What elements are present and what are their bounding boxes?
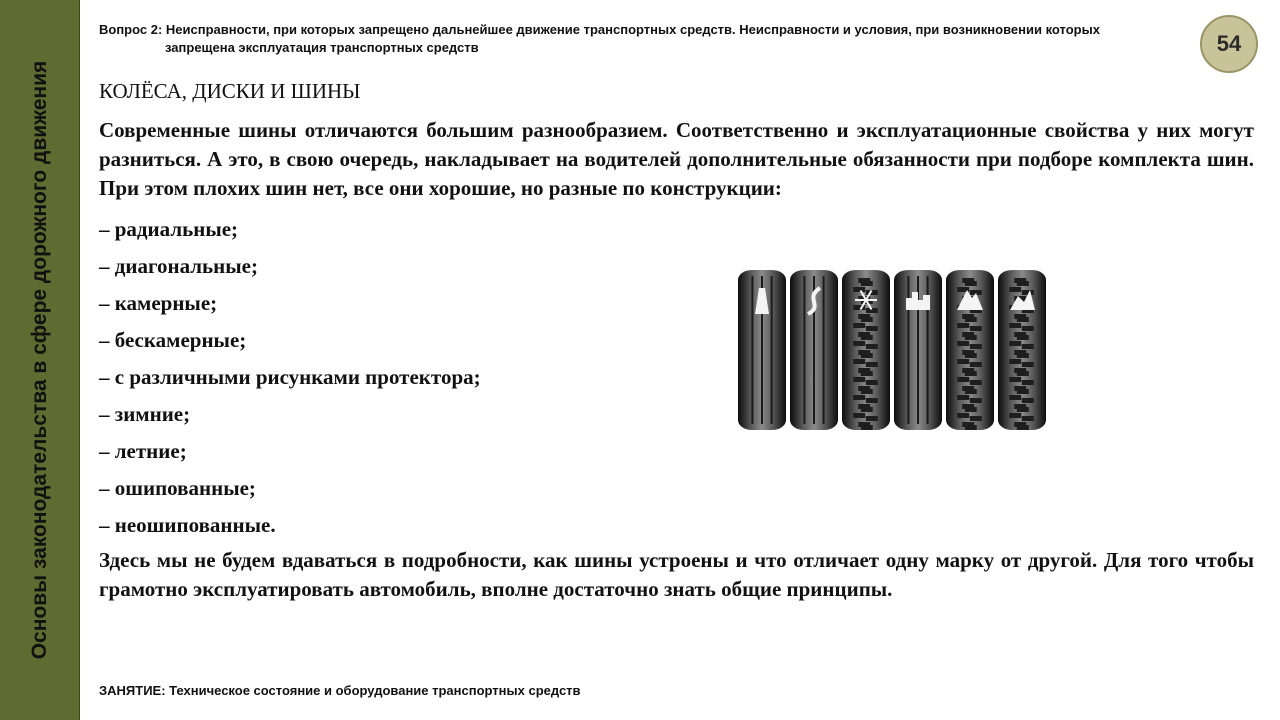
tire (946, 270, 994, 430)
tire (998, 270, 1046, 430)
sidebar-title: Основы законодательства в сфере дорожного движения (28, 60, 51, 660)
list-item: – неошипованные. (99, 513, 276, 537)
list-item: – летние; (99, 439, 187, 463)
tire (842, 270, 890, 430)
intro-paragraph: Современные шины отличаются большим разнообразием. Соответственно и эксплуатационные свойства у них могут разниться. А это, в свою очередь, накладывает на водителей дополнительные обязанности при подборе комплекта шин. При этом плохих шин нет, все они хорошие, но разные по конструкции: (99, 118, 1254, 200)
tires-image (735, 265, 1055, 435)
question-header (99, 21, 1189, 57)
tire (894, 270, 942, 430)
list-item: – с различными рисунками протектора; (99, 365, 481, 389)
page-number-badge: 54 (1200, 15, 1258, 73)
list-item: – ошипованные; (99, 476, 256, 500)
tire-type-list (99, 211, 481, 544)
section-title: КОЛЁСА, ДИСКИ И ШИНЫ (99, 79, 361, 103)
list-item: – зимние; (99, 402, 191, 426)
list-item: – бескамерные; (99, 328, 247, 352)
question-line-2: запрещена эксплуатация транспортных средств (165, 40, 479, 55)
sidebar (0, 0, 80, 720)
list-item: – диагональные; (99, 254, 258, 278)
tire (790, 270, 838, 430)
closing-paragraph: Здесь мы не будем вдаваться в подробности, как шины устроены и что отличает одну марку от другой. Для того чтобы грамотно эксплуатировать автомобиль, вполне достаточно знать общие принципы. (99, 548, 1254, 601)
question-line-1: Вопрос 2: Неисправности, при которых запрещено дальнейшее движение транспортных средств. Неисправности и условия, при возникновении которых (99, 22, 1100, 37)
list-item: – радиальные; (99, 217, 239, 241)
tire (738, 270, 786, 430)
list-item: – камерные; (99, 291, 218, 315)
footer-lesson: ЗАНЯТИЕ: Техническое состояние и оборудование транспортных средств (99, 683, 581, 698)
